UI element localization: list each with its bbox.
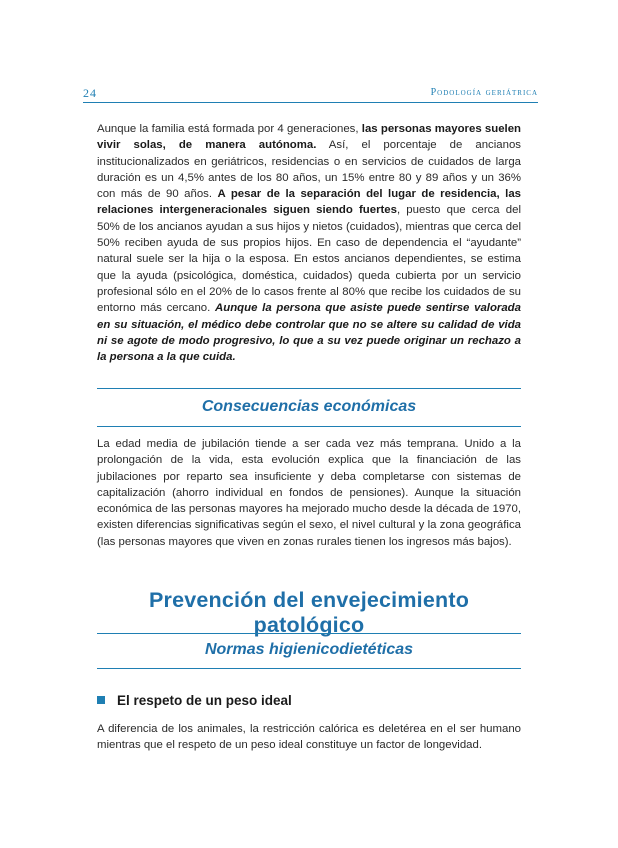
intro-text-1: Aunque la familia está formada por 4 generaciones, bbox=[97, 123, 362, 135]
section-heading-hygiene: Normas higienicodietéticas bbox=[204, 641, 414, 658]
running-title: Podología geriátrica bbox=[430, 87, 538, 98]
intro-paragraph bbox=[97, 121, 521, 365]
running-header bbox=[83, 86, 538, 102]
square-bullet-icon bbox=[97, 696, 105, 704]
section-heading-economic: Consecuencias económicas bbox=[201, 398, 417, 415]
hygiene-paragraph: A diferencia de los animales, la restricción calórica es deletérea en el ser humano mientras que el respeto de un peso ideal constituye un factor de longevidad. bbox=[97, 723, 521, 752]
intro-bold-1: las personas mayores suelen vivir solas, de manera autónoma. bbox=[97, 123, 521, 152]
subsection-rule-bottom bbox=[97, 668, 521, 669]
intro-text-2: Así, el porcentaje de ancianos institucionalizados en geriátricos, residencias o en servicios de cuidados de larga duración es un 4,5% antes de los 80 años, un 15% entre 80 y 89 años y un 36% con más de 90 años. bbox=[97, 139, 521, 201]
intro-bold-italic: Aunque la persona que asiste puede sentirse valorada en su situación, el médico debe controlar que no se altere su calidad de vida ni se agote de modo progresivo, lo que a su vez puede originar un rechazo a la persona a la que cuida. bbox=[97, 302, 521, 364]
economic-paragraph: La edad media de jubilación tiende a ser cada vez más temprana. Unido a la prolongación de la vida, esta evolución explica que la financiación de las jubilaciones por reparto sea insuficiente y deba completarse con sistemas de capitalización (ahorro individual en fondos de pensiones). Aunque la situación económica de las personas mayores ha mejorado mucho desde la década de 1970, existen diferencias significativas según el sexo, el nivel cultural y la zona geográfica (las personas mayores que viven en zonas rurales tienen los ingresos más bajos). bbox=[97, 438, 521, 548]
intro-text-3: , puesto que cerca del 50% de los ancianos ayudan a sus hijos y nietos (cuidados), mientras que cerca del 50% reciben ayuda de sus propios hijos. En caso de dependencia el “ayudante” natural suele ser la hija o la esposa. En estos ancianos dependientes, se estima que la ayuda (psicológica, doméstica, cuidados) queda cubierta por un servicio profesional sólo en el 20% de lo casos frente al 80% que recibe los cuidados de su entorno más cercano. bbox=[97, 204, 521, 315]
header-rule bbox=[83, 102, 538, 103]
intro-bold-2: A pesar de la separación del lugar de residencia, las relaciones intergeneracionales siguen siendo fuertes bbox=[97, 188, 521, 217]
subheading-label: El respeto de un peso ideal bbox=[117, 693, 292, 708]
section-rule-bottom bbox=[97, 426, 521, 427]
section-rule-top bbox=[97, 388, 521, 389]
subheading-ideal-weight bbox=[97, 693, 521, 708]
chapter-title: Prevención del envejecimiento patológico bbox=[148, 588, 470, 637]
page-number: 24 bbox=[83, 86, 97, 100]
subsection-rule-top bbox=[97, 633, 521, 634]
